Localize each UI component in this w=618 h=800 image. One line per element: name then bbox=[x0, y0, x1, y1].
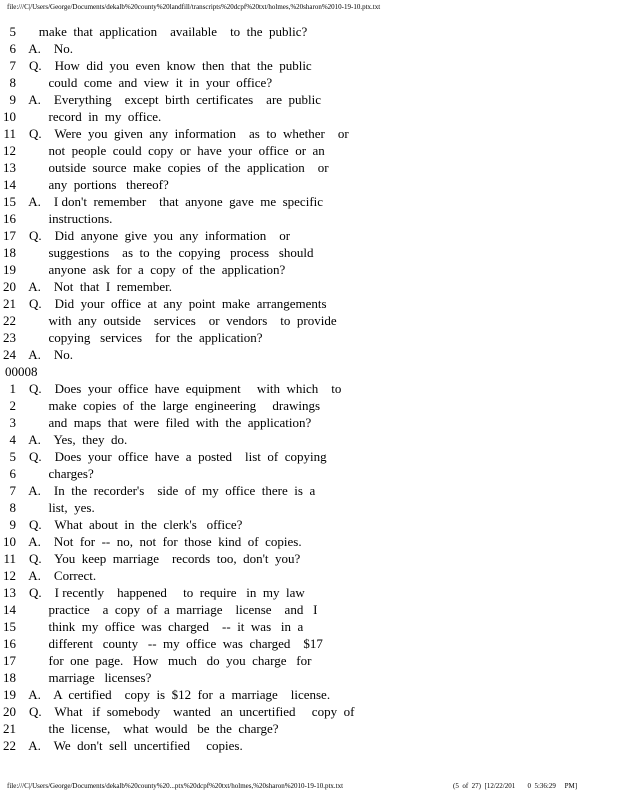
line-text: suggestions as to the copying process should bbox=[16, 245, 314, 260]
line-text: A. Not for -- no, not for those kind of copies. bbox=[16, 534, 302, 549]
line-number: 21 bbox=[3, 296, 16, 311]
transcript-line bbox=[0, 703, 354, 720]
line-text: A. No. bbox=[16, 347, 74, 362]
line-number: 4 bbox=[9, 432, 16, 447]
line-number: 12 bbox=[3, 568, 16, 583]
transcript-line bbox=[0, 414, 354, 431]
transcript-line bbox=[0, 499, 354, 516]
transcript-line bbox=[0, 380, 354, 397]
transcript-line bbox=[0, 516, 354, 533]
line-number: 23 bbox=[3, 330, 16, 345]
transcript-line bbox=[0, 176, 354, 193]
transcript-body bbox=[0, 23, 354, 754]
line-number: 13 bbox=[3, 585, 16, 600]
transcript-line bbox=[0, 74, 354, 91]
line-number: 10 bbox=[3, 109, 16, 124]
line-number: 7 bbox=[9, 58, 16, 73]
transcript-line bbox=[0, 108, 354, 125]
line-number: 15 bbox=[3, 619, 16, 634]
line-text: make copies of the large engineering drawings bbox=[16, 398, 321, 413]
line-number: 11 bbox=[3, 126, 16, 141]
line-number: 11 bbox=[3, 551, 16, 566]
line-text: copying services for the application? bbox=[16, 330, 263, 345]
line-text: Q. Were you given any information as to whether or bbox=[16, 126, 349, 141]
line-number: 3 bbox=[9, 415, 16, 430]
line-number: 17 bbox=[3, 653, 16, 668]
line-text: practice a copy of a marriage license and I bbox=[16, 602, 318, 617]
line-number: 6 bbox=[9, 41, 16, 56]
line-number: 5 bbox=[9, 449, 16, 464]
line-text: for one page. How much do you charge for bbox=[16, 653, 312, 668]
line-number: 7 bbox=[9, 483, 16, 498]
transcript-line bbox=[0, 227, 354, 244]
line-text: Q. Did anyone give you any information or bbox=[16, 228, 291, 243]
line-text: make that application available to the public? bbox=[16, 24, 308, 39]
line-text: Q. Did your office at any point make arrangements bbox=[16, 296, 327, 311]
line-text: A. No. bbox=[16, 41, 74, 56]
transcript-line bbox=[0, 720, 354, 737]
line-text: could come and view it in your office? bbox=[16, 75, 273, 90]
line-text: A. I don't remember that anyone gave me specific bbox=[16, 194, 324, 209]
line-text: anyone ask for a copy of the application? bbox=[16, 262, 286, 277]
transcript-line bbox=[0, 244, 354, 261]
transcript-line bbox=[0, 618, 354, 635]
transcript-line bbox=[0, 448, 354, 465]
transcript-line bbox=[0, 278, 354, 295]
line-number: 16 bbox=[3, 636, 16, 651]
line-text: think my office was charged -- it was in a bbox=[16, 619, 304, 634]
transcript-line bbox=[0, 40, 354, 57]
transcript-line bbox=[0, 57, 354, 74]
line-number: 1 bbox=[9, 381, 16, 396]
header-file-path: file:///C|/Users/George/Documents/dekalb%20county%20landfill/transcripts%20dcpf%20txt/holmes,%20sharon%2010-19-10.ptx.txt bbox=[7, 3, 381, 11]
line-number: 8 bbox=[9, 500, 16, 515]
transcript-line bbox=[0, 346, 354, 363]
transcript-line bbox=[0, 431, 354, 448]
line-text: not people could copy or have your office or an bbox=[16, 143, 325, 158]
transcript-line bbox=[0, 397, 354, 414]
line-text: A. Not that I remember. bbox=[16, 279, 172, 294]
transcript-line bbox=[0, 533, 354, 550]
line-number: 14 bbox=[3, 177, 16, 192]
line-text: outside source make copies of the application or bbox=[16, 160, 329, 175]
line-text: with any outside services or vendors to provide bbox=[16, 313, 337, 328]
line-text: A. Correct. bbox=[16, 568, 97, 583]
line-text: A. Yes, they do. bbox=[16, 432, 128, 447]
line-text: any portions thereof? bbox=[16, 177, 169, 192]
line-text: Q. Does your office have a posted list of copying bbox=[16, 449, 327, 464]
transcript-line bbox=[0, 686, 354, 703]
transcript-line bbox=[0, 159, 354, 176]
line-text: Q. How did you even know then that the public bbox=[16, 58, 312, 73]
line-text: different county -- my office was charged $17 bbox=[16, 636, 323, 651]
transcript-line bbox=[0, 601, 354, 618]
transcript-line bbox=[0, 669, 354, 686]
line-number: 10 bbox=[3, 534, 16, 549]
line-number: 13 bbox=[3, 160, 16, 175]
line-number: 22 bbox=[3, 313, 16, 328]
transcript-line bbox=[0, 193, 354, 210]
line-number: 19 bbox=[3, 687, 16, 702]
line-number: 5 bbox=[9, 24, 16, 39]
line-text: Q. What about in the clerk's office? bbox=[16, 517, 243, 532]
line-number: 17 bbox=[3, 228, 16, 243]
line-text: charges? bbox=[16, 466, 94, 481]
transcript-line bbox=[0, 635, 354, 652]
footer-file-path: file:///C|/Users/George/Documents/dekalb%20county%20...ptx%20dcpf%20txt/holmes,%20sharon%2010-19-10.ptx.txt bbox=[7, 782, 344, 790]
line-text: Q. Does your office have equipment with which to bbox=[16, 381, 342, 396]
page-number-marker: 00008 bbox=[5, 364, 38, 379]
line-text: A. A certified copy is $12 for a marriage license. bbox=[16, 687, 331, 702]
footer-page-info: (5 of 27) [12/22/201 0 5:36:29 PM] bbox=[453, 782, 578, 790]
transcript-line bbox=[0, 482, 354, 499]
line-text: A. We don't sell uncertified copies. bbox=[16, 738, 243, 753]
transcript-line bbox=[0, 210, 354, 227]
line-text: A. Everything except birth certificates are public bbox=[16, 92, 322, 107]
line-text: Q. I recently happened to require in my law bbox=[16, 585, 305, 600]
line-number: 16 bbox=[3, 211, 16, 226]
transcript-line bbox=[0, 312, 354, 329]
page-marker bbox=[0, 363, 354, 380]
transcript-line bbox=[0, 584, 354, 601]
transcript-line bbox=[0, 142, 354, 159]
transcript-line bbox=[0, 550, 354, 567]
transcript-line bbox=[0, 261, 354, 278]
transcript-line bbox=[0, 652, 354, 669]
transcript-line bbox=[0, 329, 354, 346]
line-text: record in my office. bbox=[16, 109, 162, 124]
line-number: 6 bbox=[9, 466, 16, 481]
transcript-line bbox=[0, 91, 354, 108]
line-text: Q. You keep marriage records too, don't you? bbox=[16, 551, 301, 566]
line-number: 2 bbox=[9, 398, 16, 413]
line-text: and maps that were filed with the application? bbox=[16, 415, 312, 430]
line-number: 9 bbox=[9, 92, 16, 107]
line-text: list, yes. bbox=[16, 500, 95, 515]
line-number: 18 bbox=[3, 670, 16, 685]
transcript-line bbox=[0, 295, 354, 312]
line-number: 24 bbox=[3, 347, 16, 362]
line-number: 14 bbox=[3, 602, 16, 617]
line-number: 18 bbox=[3, 245, 16, 260]
line-text: A. In the recorder's side of my office there is a bbox=[16, 483, 316, 498]
line-number: 9 bbox=[9, 517, 16, 532]
line-text: instructions. bbox=[16, 211, 113, 226]
line-text: the license, what would be the charge? bbox=[16, 721, 279, 736]
transcript-line bbox=[0, 125, 354, 142]
line-number: 22 bbox=[3, 738, 16, 753]
transcript-line bbox=[0, 23, 354, 40]
line-number: 15 bbox=[3, 194, 16, 209]
line-number: 19 bbox=[3, 262, 16, 277]
line-text: marriage licenses? bbox=[16, 670, 152, 685]
transcript-line bbox=[0, 737, 354, 754]
line-text: Q. What if somebody wanted an uncertified copy of bbox=[16, 704, 355, 719]
transcript-line bbox=[0, 567, 354, 584]
line-number: 21 bbox=[3, 721, 16, 736]
transcript-line bbox=[0, 465, 354, 482]
line-number: 20 bbox=[3, 704, 16, 719]
line-number: 8 bbox=[9, 75, 16, 90]
line-number: 12 bbox=[3, 143, 16, 158]
line-number: 20 bbox=[3, 279, 16, 294]
